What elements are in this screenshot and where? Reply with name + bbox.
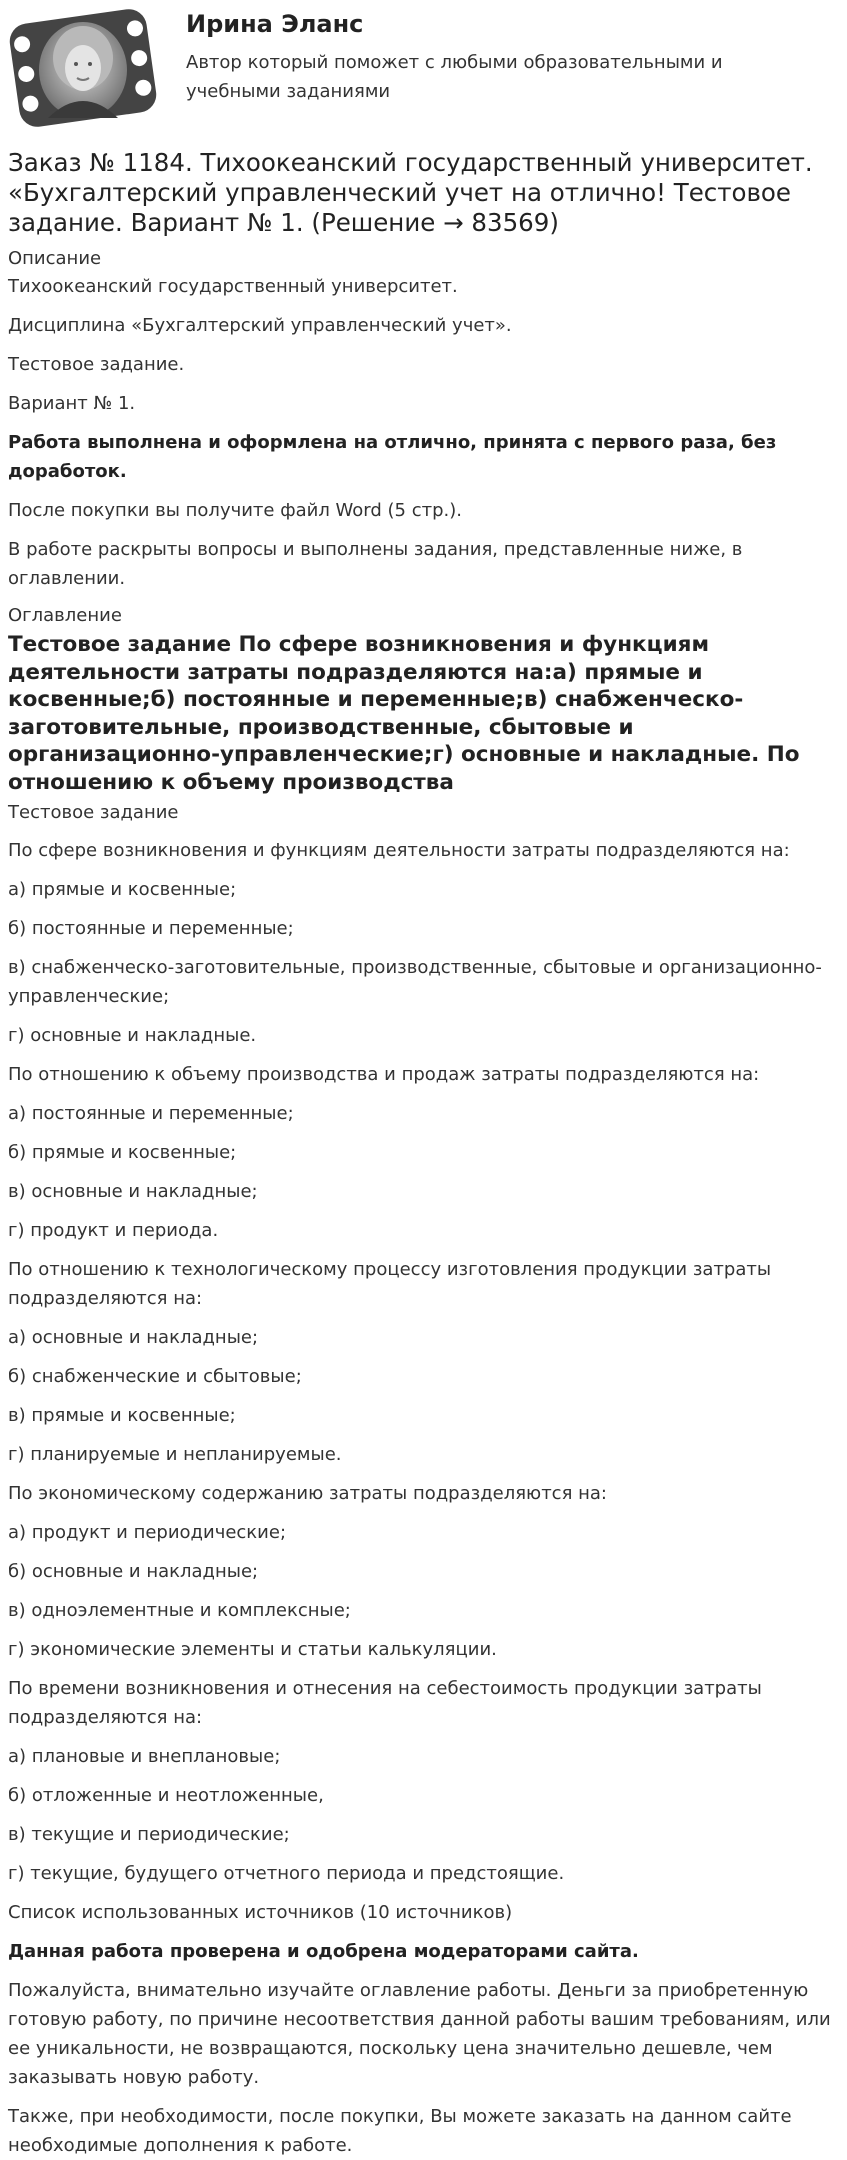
toc-body-paragraph: а) основные и накладные; bbox=[8, 1327, 259, 1348]
toc-body-paragraph: б) отложенные и неотложенные, bbox=[8, 1785, 324, 1806]
toc-body-paragraph: в) одноэлементные и комплексные; bbox=[8, 1600, 351, 1621]
toc-body-paragraph: По сфере возникновения и функциям деятельности затраты подразделяются на: bbox=[8, 840, 790, 861]
order-title: Заказ № 1184. Тихоокеанский государственный университет. «Бухгалтерский управленческий учет на отлично! Тестовое задание. Вариант № 1. (Решение → 83569) bbox=[8, 148, 813, 237]
toc-body-paragraph: а) плановые и внеплановые; bbox=[8, 1746, 281, 1767]
toc-heading: Тестовое задание По сфере возникновения и функциям деятельности затраты подразделяются на:а) прямые и косвенные;б) постоянные и переменные;в) снабженческо-заготовительные, производственные, сбытовые и организационно-управленческие;г) основные и накладные. По отношению к объему производства bbox=[8, 632, 800, 795]
toc-label: Оглавление bbox=[8, 605, 122, 626]
toc-body-paragraph: г) текущие, будущего отчетного периода и предстоящие. bbox=[8, 1863, 565, 1884]
description-paragraph: Вариант № 1. bbox=[8, 393, 136, 414]
toc-body-paragraph: б) постоянные и переменные; bbox=[8, 918, 294, 939]
toc-body-label: Тестовое задание bbox=[8, 802, 179, 823]
toc-body-paragraph: г) продукт и периода. bbox=[8, 1220, 219, 1241]
footer-paragraph: Также, при необходимости, после покупки, Вы можете заказать на данном сайте необходимые дополнения к работе. bbox=[8, 2106, 792, 2156]
toc-body-paragraph: в) прямые и косвенные; bbox=[8, 1405, 236, 1426]
description-paragraph: Тестовое задание. bbox=[8, 354, 185, 375]
author-avatar bbox=[8, 6, 158, 128]
toc-body-paragraph: а) постоянные и переменные; bbox=[8, 1103, 294, 1124]
author-name[interactable]: Ирина Эланс bbox=[186, 10, 364, 38]
author-description: Автор который поможет с любыми образовательными и учебными заданиями bbox=[186, 52, 723, 102]
description-paragraph: После покупки вы получите файл Word (5 стр.). bbox=[8, 500, 463, 521]
toc-body-paragraph: б) прямые и косвенные; bbox=[8, 1142, 237, 1163]
toc-body-paragraph: г) основные и накладные. bbox=[8, 1025, 257, 1046]
toc-body-paragraph: По экономическому содержанию затраты подразделяются на: bbox=[8, 1483, 607, 1504]
description-section bbox=[8, 272, 839, 593]
toc-body bbox=[8, 836, 839, 1888]
toc-body-paragraph: г) планируемые и непланируемые. bbox=[8, 1444, 342, 1465]
toc-body-paragraph: а) прямые и косвенные; bbox=[8, 879, 237, 900]
toc-body-paragraph: в) снабженческо-заготовительные, производственные, сбытовые и организационно-управленческие; bbox=[8, 957, 822, 1007]
footer-notes bbox=[8, 1937, 839, 2160]
description-paragraph: Работа выполнена и оформлена на отлично, принята с первого раза, без доработок. bbox=[8, 432, 777, 482]
toc-body-paragraph: По отношению к технологическому процессу изготовления продукции затраты подразделяются на: bbox=[8, 1259, 772, 1309]
toc-body-paragraph: а) продукт и периодические; bbox=[8, 1522, 287, 1543]
toc-body-paragraph: б) основные и накладные; bbox=[8, 1561, 259, 1582]
toc-body-paragraph: в) основные и накладные; bbox=[8, 1181, 258, 1202]
toc-body-paragraph: По времени возникновения и отнесения на себестоимость продукции затраты подразделяются на: bbox=[8, 1678, 762, 1728]
sources-label: Список использованных источников (10 источников) bbox=[8, 1902, 513, 1923]
toc-body-paragraph: г) экономические элементы и статьи калькуляции. bbox=[8, 1639, 497, 1660]
toc-body-paragraph: По отношению к объему производства и продаж затраты подразделяются на: bbox=[8, 1064, 760, 1085]
description-paragraph: В работе раскрыты вопросы и выполнены задания, представленные ниже, в оглавлении. bbox=[8, 539, 743, 589]
description-paragraph: Дисциплина «Бухгалтерский управленческий учет». bbox=[8, 315, 512, 336]
description-label: Описание bbox=[8, 248, 102, 269]
description-paragraph: Тихоокеанский государственный университет. bbox=[8, 276, 458, 297]
author-header bbox=[8, 0, 839, 138]
toc-body-paragraph: в) текущие и периодические; bbox=[8, 1824, 290, 1845]
footer-paragraph: Пожалуйста, внимательно изучайте оглавление работы. Деньги за приобретенную готовую работу, по причине несоответствия данной работы вашим требованиям, или ее уникальности, не возвращаются, поскольку цена значительно дешевле, чем заказывать новую работу. bbox=[8, 1980, 831, 2088]
toc-body-paragraph: б) снабженческие и сбытовые; bbox=[8, 1366, 302, 1387]
footer-paragraph: Данная работа проверена и одобрена модераторами сайта. bbox=[8, 1941, 639, 1962]
